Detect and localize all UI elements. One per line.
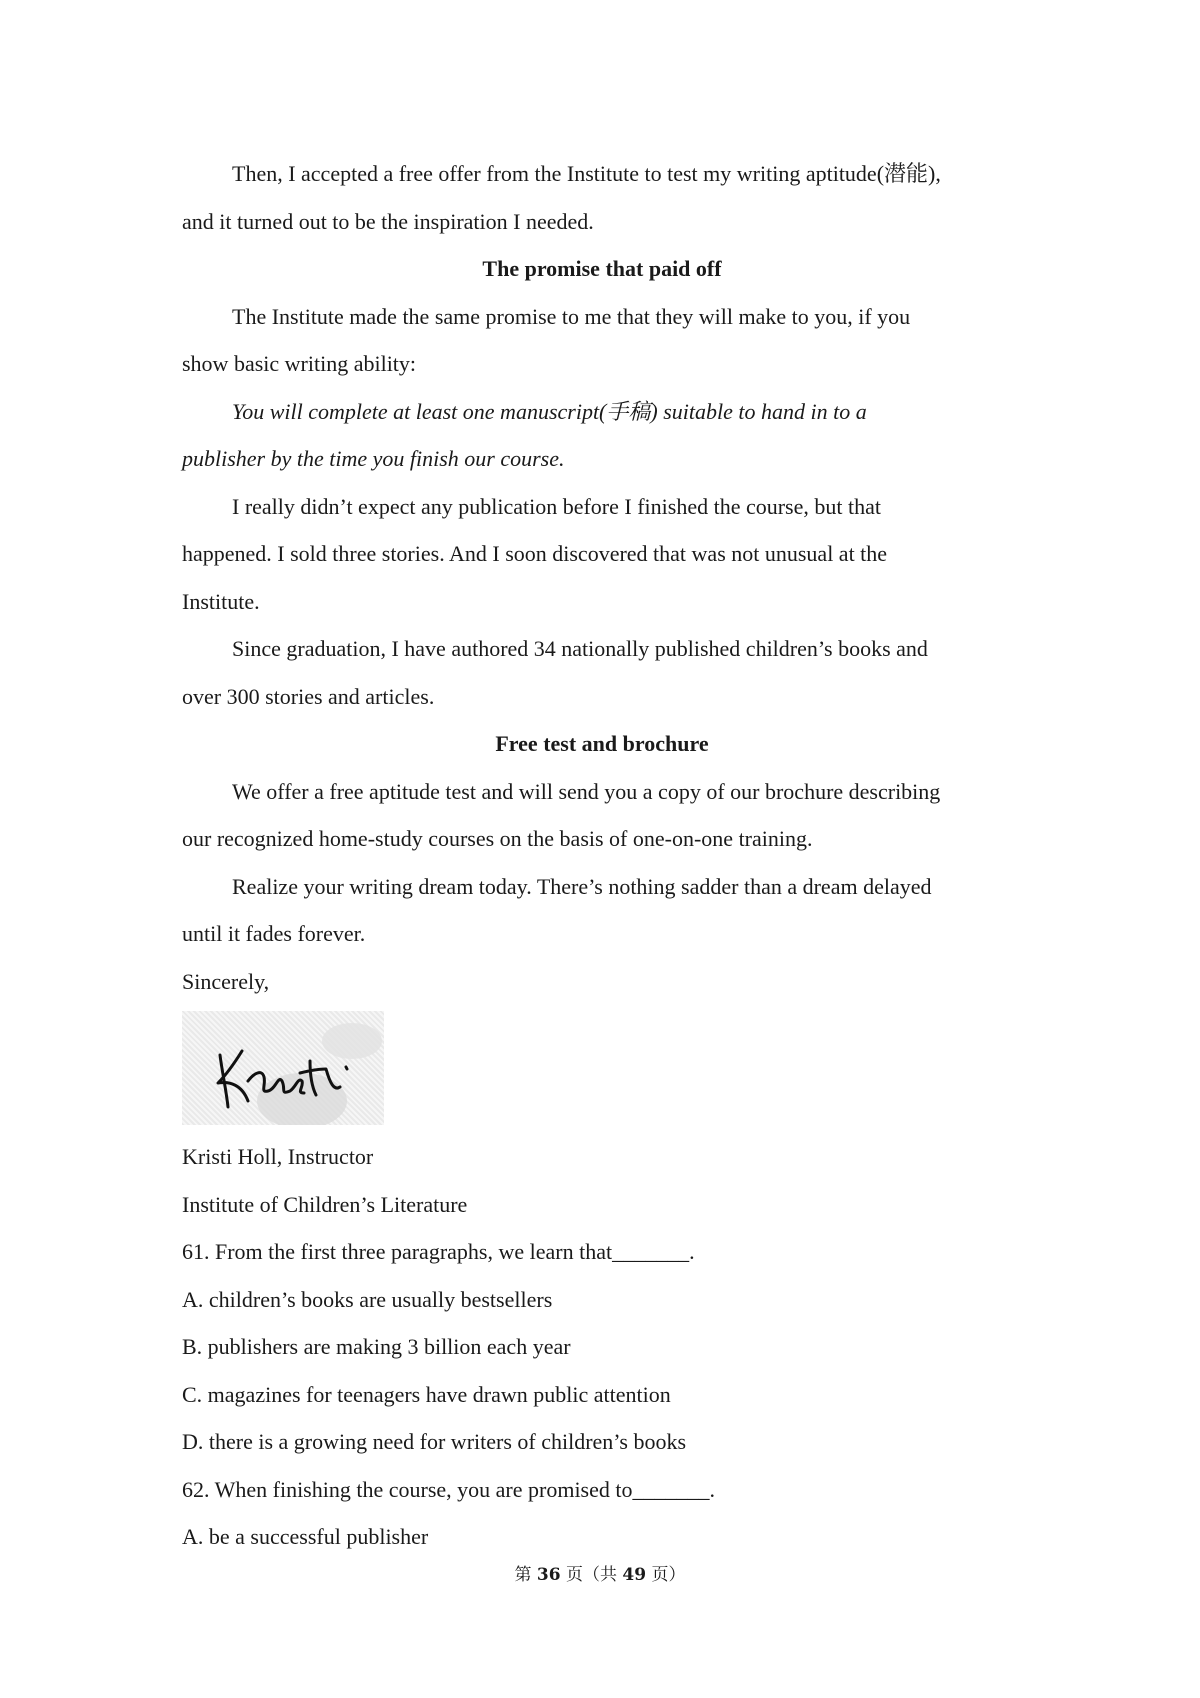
paragraph-line: Realize your writing dream today. There’s nothing sadder than a dream delayed — [232, 873, 932, 899]
option-61-d: D. there is a growing need for writers of children’s books — [182, 1429, 687, 1454]
section-heading: The promise that paid off — [482, 256, 722, 281]
paragraph-line: The Institute made the same promise to me that they will make to you, if you — [232, 303, 911, 329]
footer-total-pages: 49 — [622, 1565, 647, 1585]
option-61-a: A. children’s books are usually bestsellers — [182, 1286, 553, 1312]
signature-name: Kristi Holl, Instructor — [182, 1144, 374, 1169]
paragraph-line: We offer a free aptitude test and will send you a copy of our brochure describing — [232, 778, 941, 804]
promise-quote-line: publisher by the time you finish our course. — [182, 446, 565, 471]
footer-suffix: 页） — [646, 1565, 686, 1585]
signature-image — [182, 1011, 384, 1125]
section-heading: Free test and brochure — [495, 731, 709, 756]
promise-quote-line: You will complete at least one manuscript(手稿) suitable to hand in to a — [232, 398, 867, 424]
closing-line: Sincerely, — [182, 968, 270, 994]
paragraph-line: over 300 stories and articles. — [182, 683, 435, 709]
page-content — [182, 150, 1022, 1561]
option-61-c: C. magazines for teenagers have drawn public attention — [182, 1381, 671, 1407]
paragraph-line: Since graduation, I have authored 34 nationally published children’s books and — [232, 636, 928, 661]
paragraph-line: Then, I accepted a free offer from the Institute to test my writing aptitude(潜能), — [232, 161, 941, 186]
paragraph-line: I really didn’t expect any publication before I finished the course, but that — [232, 493, 881, 519]
footer-page-number: 36 — [536, 1565, 561, 1585]
question-61: 61. From the first three paragraphs, we learn that_______. — [182, 1239, 695, 1264]
option-61-b: B. publishers are making 3 billion each year — [182, 1334, 571, 1359]
footer-middle: 页（共 — [560, 1565, 623, 1585]
paragraph-line: happened. I sold three stories. And I soon discovered that was not unusual at the — [182, 541, 888, 566]
paragraph-line: and it turned out to be the inspiration I needed. — [182, 208, 594, 234]
question-62: 62. When finishing the course, you are promised to_______. — [182, 1476, 715, 1502]
signature-organization: Institute of Children’s Literature — [182, 1191, 468, 1217]
paragraph-line: our recognized home-study courses on the basis of one-on-one training. — [182, 826, 813, 851]
paragraph-line: until it fades forever. — [182, 921, 366, 946]
option-62-a: A. be a successful publisher — [182, 1524, 429, 1549]
footer-prefix: 第 — [514, 1565, 537, 1585]
paragraph-line: show basic writing ability: — [182, 351, 417, 376]
page-footer — [0, 1560, 1200, 1585]
paragraph-line: Institute. — [182, 588, 260, 614]
